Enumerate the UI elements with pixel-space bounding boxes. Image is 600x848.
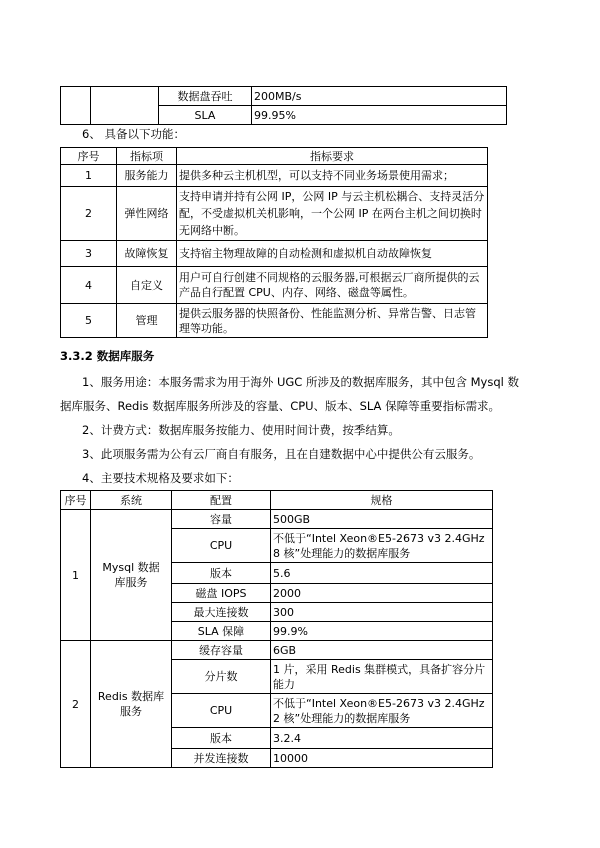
table-header: 指标要求 (177, 148, 488, 165)
table-row (61, 304, 488, 338)
paragraph-2: 2、计费方式：数据库服务按能力、使用时间计费，按季结算。 (82, 423, 400, 437)
table-cell: CPU (172, 694, 271, 728)
table-cell: 4 (61, 267, 117, 304)
table-cell: 不低于“Intel Xeon®E5-2673 v3 2.4GHz 8 核”处理能力的数据库服务 (271, 529, 493, 563)
table-header: 系统 (91, 491, 172, 510)
table-cell: 用户可自行创建不同规格的云服务器,可根据云厂商所提供的云产品自行配置 CPU、内存、网络、磁盘等属性。 (177, 267, 488, 304)
table-cell: 5.6 (271, 563, 493, 584)
table-cell: 2000 (271, 584, 493, 603)
database-spec-table (60, 490, 493, 768)
table-cell: 500GB (271, 510, 493, 529)
table-cell: 最大连接数 (172, 603, 271, 622)
table-cell: 弹性网络 (117, 187, 177, 241)
table-header: 序号 (61, 148, 117, 165)
section-title: 3.3.2 数据库服务 (60, 349, 155, 363)
table-cell: 5 (61, 304, 117, 338)
table-cell: 版本 (172, 728, 271, 749)
table-cell: 1 片，采用 Redis 集群模式，具备扩容分片能力 (271, 660, 493, 694)
table-cell (61, 87, 91, 125)
table-cell: 支持宿主物理故障的自动检测和虚拟机自动故障恢复 (177, 241, 488, 267)
table-cell (91, 87, 159, 125)
table-cell: 磁盘 IOPS (172, 584, 271, 603)
table-cell: 2 (61, 187, 117, 241)
table-cell: 99.9% (271, 622, 493, 641)
top-table (60, 86, 507, 125)
table-header: 规格 (271, 491, 493, 510)
table-header: 指标项 (117, 148, 177, 165)
function-table (60, 147, 488, 338)
table-cell: 分片数 (172, 660, 271, 694)
table-cell: 服务能力 (117, 165, 177, 187)
table-cell: 管理 (117, 304, 177, 338)
table-cell: 提供云服务器的快照备份、性能监测分析、异常告警、日志管理等功能。 (177, 304, 488, 338)
paragraph-1: 1、服务用途：本服务需求为用于海外 UGC 所涉及的数据库服务，其中包含 Mysql 数据库服务、Redis 数据库服务所涉及的容量、CPU、版本、SLA 保障等重要指标需求。 (60, 375, 520, 413)
item-6-text: 6、 具备以下功能： (82, 127, 185, 141)
paragraph-3: 3、此项服务需为公有云厂商自有服务，且在自建数据中心中提供公有云服务。 (82, 447, 481, 461)
table-cell: 3.2.4 (271, 728, 493, 749)
table-cell: 不低于“Intel Xeon®E5-2673 v3 2.4GHz 2 核”处理能力的数据库服务 (271, 694, 493, 728)
table-cell: Redis 数据库服务 (91, 641, 172, 768)
table-cell: 1 (61, 165, 117, 187)
table-cell: 自定义 (117, 267, 177, 304)
table-cell: 3 (61, 241, 117, 267)
table-cell: SLA (159, 106, 252, 125)
table-cell: Mysql 数据库服务 (91, 510, 172, 641)
table-cell: 版本 (172, 563, 271, 584)
table-cell: 并发连接数 (172, 749, 271, 768)
table-cell: 故障恢复 (117, 241, 177, 267)
paragraph-4: 4、主要技术规格及要求如下： (82, 471, 239, 485)
table-row (61, 165, 488, 187)
table-cell: 容量 (172, 510, 271, 529)
table-cell: 99.95% (252, 106, 507, 125)
table-row (61, 187, 488, 241)
table-header: 配置 (172, 491, 271, 510)
table-row (61, 641, 493, 660)
table-cell: 6GB (271, 641, 493, 660)
table-cell: SLA 保障 (172, 622, 271, 641)
table-cell: 数据盘吞吐 (159, 87, 252, 106)
table-cell: 提供多种云主机机型，可以支持不同业务场景使用需求； (177, 165, 488, 187)
table-cell: 缓存容量 (172, 641, 271, 660)
table-header: 序号 (61, 491, 91, 510)
table-cell: 2 (61, 641, 91, 768)
table-cell: 10000 (271, 749, 493, 768)
table-cell: 支持申请并持有公网 IP，公网 IP 与云主机松耦合、支持灵活分配，不受虚拟机关机影响，一个公网 IP 在两台主机之间切换时无网络中断。 (177, 187, 488, 241)
table-cell: CPU (172, 529, 271, 563)
table-cell: 1 (61, 510, 91, 641)
table-cell: 300 (271, 603, 493, 622)
table-row (61, 241, 488, 267)
table-cell: 200MB/s (252, 87, 507, 106)
table-row (61, 267, 488, 304)
table-row (61, 510, 493, 529)
